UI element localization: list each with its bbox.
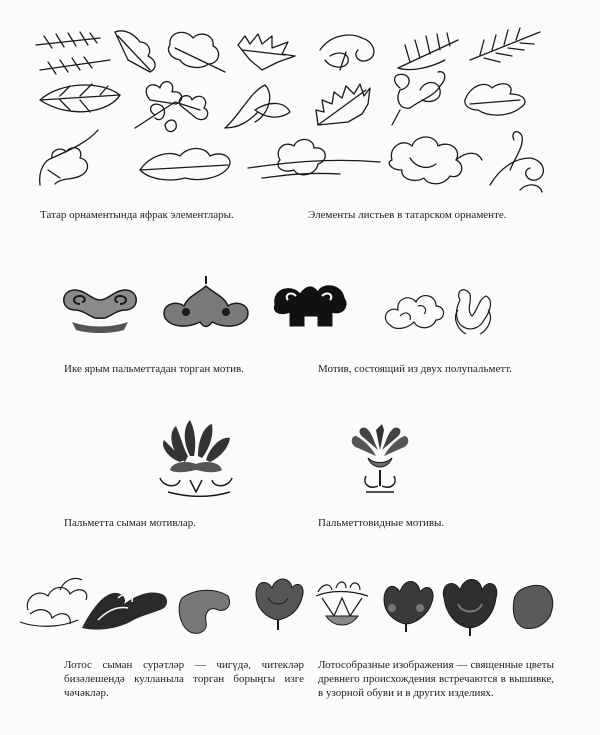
- leaf-tulip-bud: [225, 85, 290, 128]
- palmette-upright: [352, 424, 409, 492]
- leaf-scroll-pair: [392, 72, 445, 125]
- lotus-leaf-curl: [179, 590, 229, 633]
- lotus-leaf-plain: [513, 586, 553, 629]
- caption-leaves-russian: Элементы листьев в татарском орнаменте.: [308, 209, 507, 221]
- caption-lotus-tatar: Лотос сыман сурәтләр — чигүдә, читекләр бизәлешендә кулланыла торган борыңгы изге чәчәкләр.: [64, 659, 304, 699]
- caption-half-palmettes-russian: Мотив, состоящий из двух полупальметт.: [318, 363, 512, 375]
- caption-half-palmettes-tatar: Ике ярым пальметтадан торган мотив.: [64, 363, 244, 375]
- caption-palmettes-russian: Пальметтовидные мотивы.: [318, 517, 445, 529]
- caption-leaves-tatar: Татар орнаментында яфрак элементлары.: [40, 209, 234, 221]
- palmette-fan: [160, 420, 232, 497]
- leaf-wide-wavy: [140, 149, 230, 180]
- leaf-curl: [320, 35, 374, 70]
- leaf-oak: [115, 31, 155, 72]
- leaf-trefoil-scroll: [248, 139, 380, 178]
- lotus-wave-dark: [82, 592, 167, 629]
- motif-cloud-outline: [385, 296, 443, 329]
- leaf-fern: [398, 33, 458, 70]
- caption-palmettes-tatar: Пальметта сыман мотивлар.: [64, 517, 197, 529]
- lotus-bud-3: [443, 580, 497, 637]
- motif-tulip-outline: [456, 290, 491, 334]
- leaf-branch: [470, 28, 540, 62]
- leaf-serrated: [238, 34, 295, 70]
- motif-double-scroll-1: [64, 290, 137, 333]
- leaf-flame: [465, 84, 525, 115]
- motif-double-scroll-2: [164, 276, 248, 327]
- leaf-large-serrated: [316, 84, 370, 125]
- lotus-bud-1: [256, 579, 303, 630]
- leaf-round-lobed: [168, 32, 225, 72]
- caption-lotus-russian: Лотособразные изображения — священные цветы древнего происхождения встречаются в вышивке, в узорной обуви и в других изделиях.: [318, 659, 554, 699]
- leaf-sprig-1: [36, 32, 110, 74]
- lotus-fan-outline: [316, 582, 368, 625]
- leaf-veined-oval: [40, 84, 120, 112]
- lotus-bud-2: [384, 582, 433, 633]
- leaf-spiral-stem: [490, 132, 543, 192]
- lotus-scroll-outline: [20, 578, 87, 626]
- leaf-trefoil-cluster: [135, 82, 208, 132]
- motif-double-scroll-black: [274, 286, 346, 326]
- leaf-maple-stem: [40, 130, 98, 185]
- leaf-cloud-scroll: [389, 137, 482, 184]
